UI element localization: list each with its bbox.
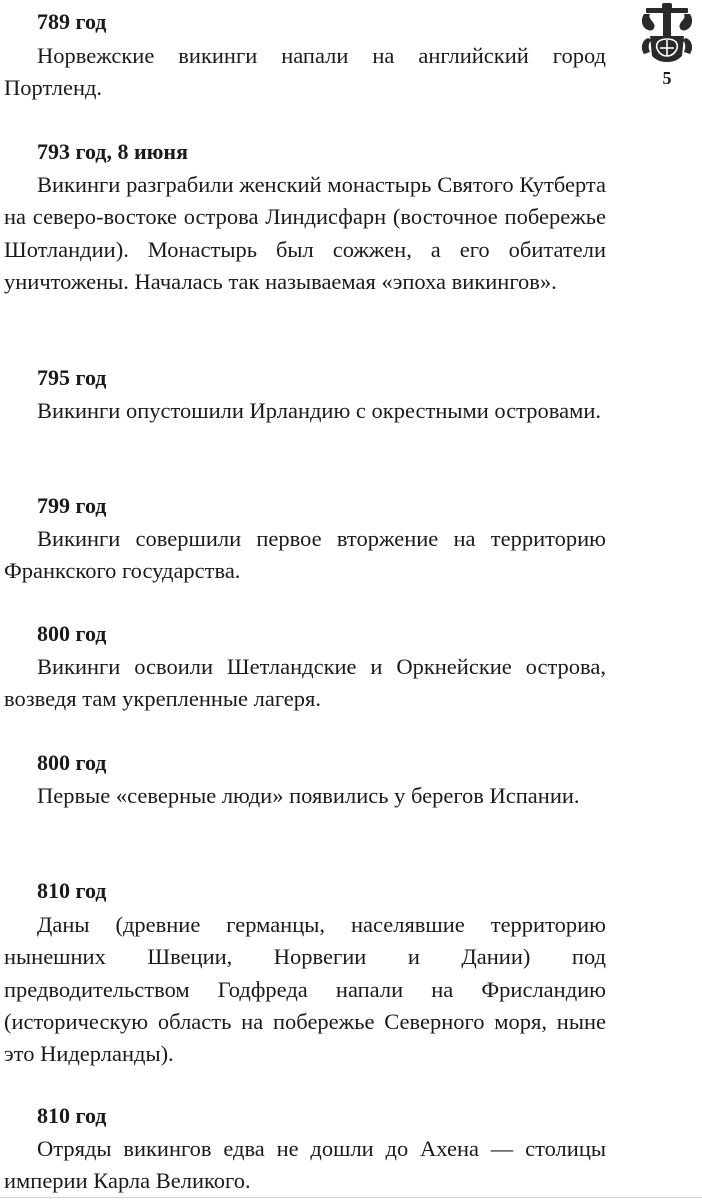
entry-date: 799 год [37, 493, 107, 518]
thors-hammer-icon [638, 2, 696, 66]
entry-date: 789 год [37, 9, 107, 34]
page-edge-divider [0, 1197, 702, 1198]
entry-date: 800 год [37, 750, 107, 775]
page-number: 5 [662, 68, 672, 88]
entry-date: 795 год [37, 365, 107, 390]
entry-text: Викинги опустошили Ирландию с окрестными островами. [37, 398, 602, 423]
entry-text: Даны (древние германцы, населявшие территорию нынешних Швеции, Норвегии и Дании) под предводительством Годфреда напали на Фрисландию (историческую область на побережье Северного моря, ныне это Нидерланды). [4, 912, 606, 1067]
entry-date: 810 год [37, 878, 107, 903]
entry-text: Норвежские викинги напали на английский город Портленд. [4, 43, 606, 101]
entry-date: 793 год, 8 июня [37, 139, 189, 164]
entry-text: Первые «северные люди» появились у берегов Испании. [37, 783, 580, 808]
entry-date: 800 год [37, 621, 107, 646]
entry-text: Викинги совершили первое вторжение на территорию Франкского государства. [4, 526, 606, 584]
entry-date: 810 год [37, 1103, 107, 1128]
entry-text: Отряды викингов едва не дошли до Ахена — столицы империи Карла Великого. [4, 1136, 606, 1194]
entry-text: Викинги освоили Шетландские и Оркнейские острова, возведя там укрепленные лагеря. [4, 654, 606, 712]
entry-text: Викинги разграбили женский монастырь Святого Кутберта на северо-востоке острова Линдисфарн (восточное побережье Шотландии). Монастырь был сожжен, а его обитатели уничтожены. Началась так называемая «эпоха викингов». [4, 172, 606, 294]
